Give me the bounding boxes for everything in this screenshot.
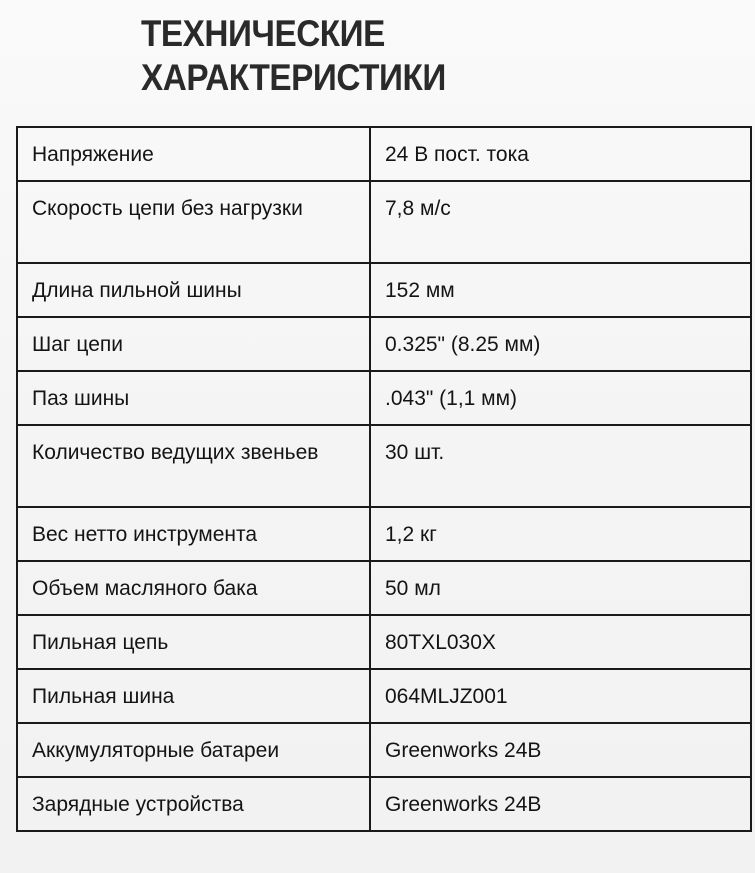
spec-label: Пильная цепь: [17, 615, 370, 669]
table-row: [17, 777, 751, 831]
spec-label: Зарядные устройства: [17, 777, 370, 831]
table-row: [17, 507, 751, 561]
spec-value: 1,2 кг: [370, 507, 751, 561]
spec-value: 7,8 м/с: [370, 181, 751, 263]
spec-value: 0.325" (8.25 мм): [370, 317, 751, 371]
table-row: [17, 317, 751, 371]
title-line-2: ХАРАКТЕРИСТИКИ: [141, 57, 446, 98]
table-row: [17, 669, 751, 723]
spec-value: 064MLJZ001: [370, 669, 751, 723]
table-row: [17, 723, 751, 777]
table-row: [17, 425, 751, 507]
spec-label: Аккумуляторные батареи: [17, 723, 370, 777]
table-row: [17, 615, 751, 669]
spec-value: 80TXL030X: [370, 615, 751, 669]
spec-value: Greenworks 24В: [370, 777, 751, 831]
spec-value: 30 шт.: [370, 425, 751, 507]
spec-label: Шаг цепи: [17, 317, 370, 371]
spec-label: Вес нетто инструмента: [17, 507, 370, 561]
page-title: [141, 12, 446, 100]
spec-label: Количество ведущих звеньев: [17, 425, 370, 507]
table-row: [17, 181, 751, 263]
spec-value: 152 мм: [370, 263, 751, 317]
title-line-1: ТЕХНИЧЕСКИЕ: [141, 13, 385, 54]
spec-label: Скорость цепи без нагрузки: [17, 181, 370, 263]
table-row: [17, 127, 751, 181]
spec-label: Паз шины: [17, 371, 370, 425]
spec-label: Длина пильной шины: [17, 263, 370, 317]
spec-value: 50 мл: [370, 561, 751, 615]
table-row: [17, 371, 751, 425]
spec-label: Объем масляного бака: [17, 561, 370, 615]
spec-label: Напряжение: [17, 127, 370, 181]
spec-value: 24 В пост. тока: [370, 127, 751, 181]
table-row: [17, 263, 751, 317]
table-row: [17, 561, 751, 615]
spec-label: Пильная шина: [17, 669, 370, 723]
spec-value: Greenworks 24В: [370, 723, 751, 777]
specifications-table: [16, 126, 752, 832]
spec-value: .043" (1,1 мм): [370, 371, 751, 425]
